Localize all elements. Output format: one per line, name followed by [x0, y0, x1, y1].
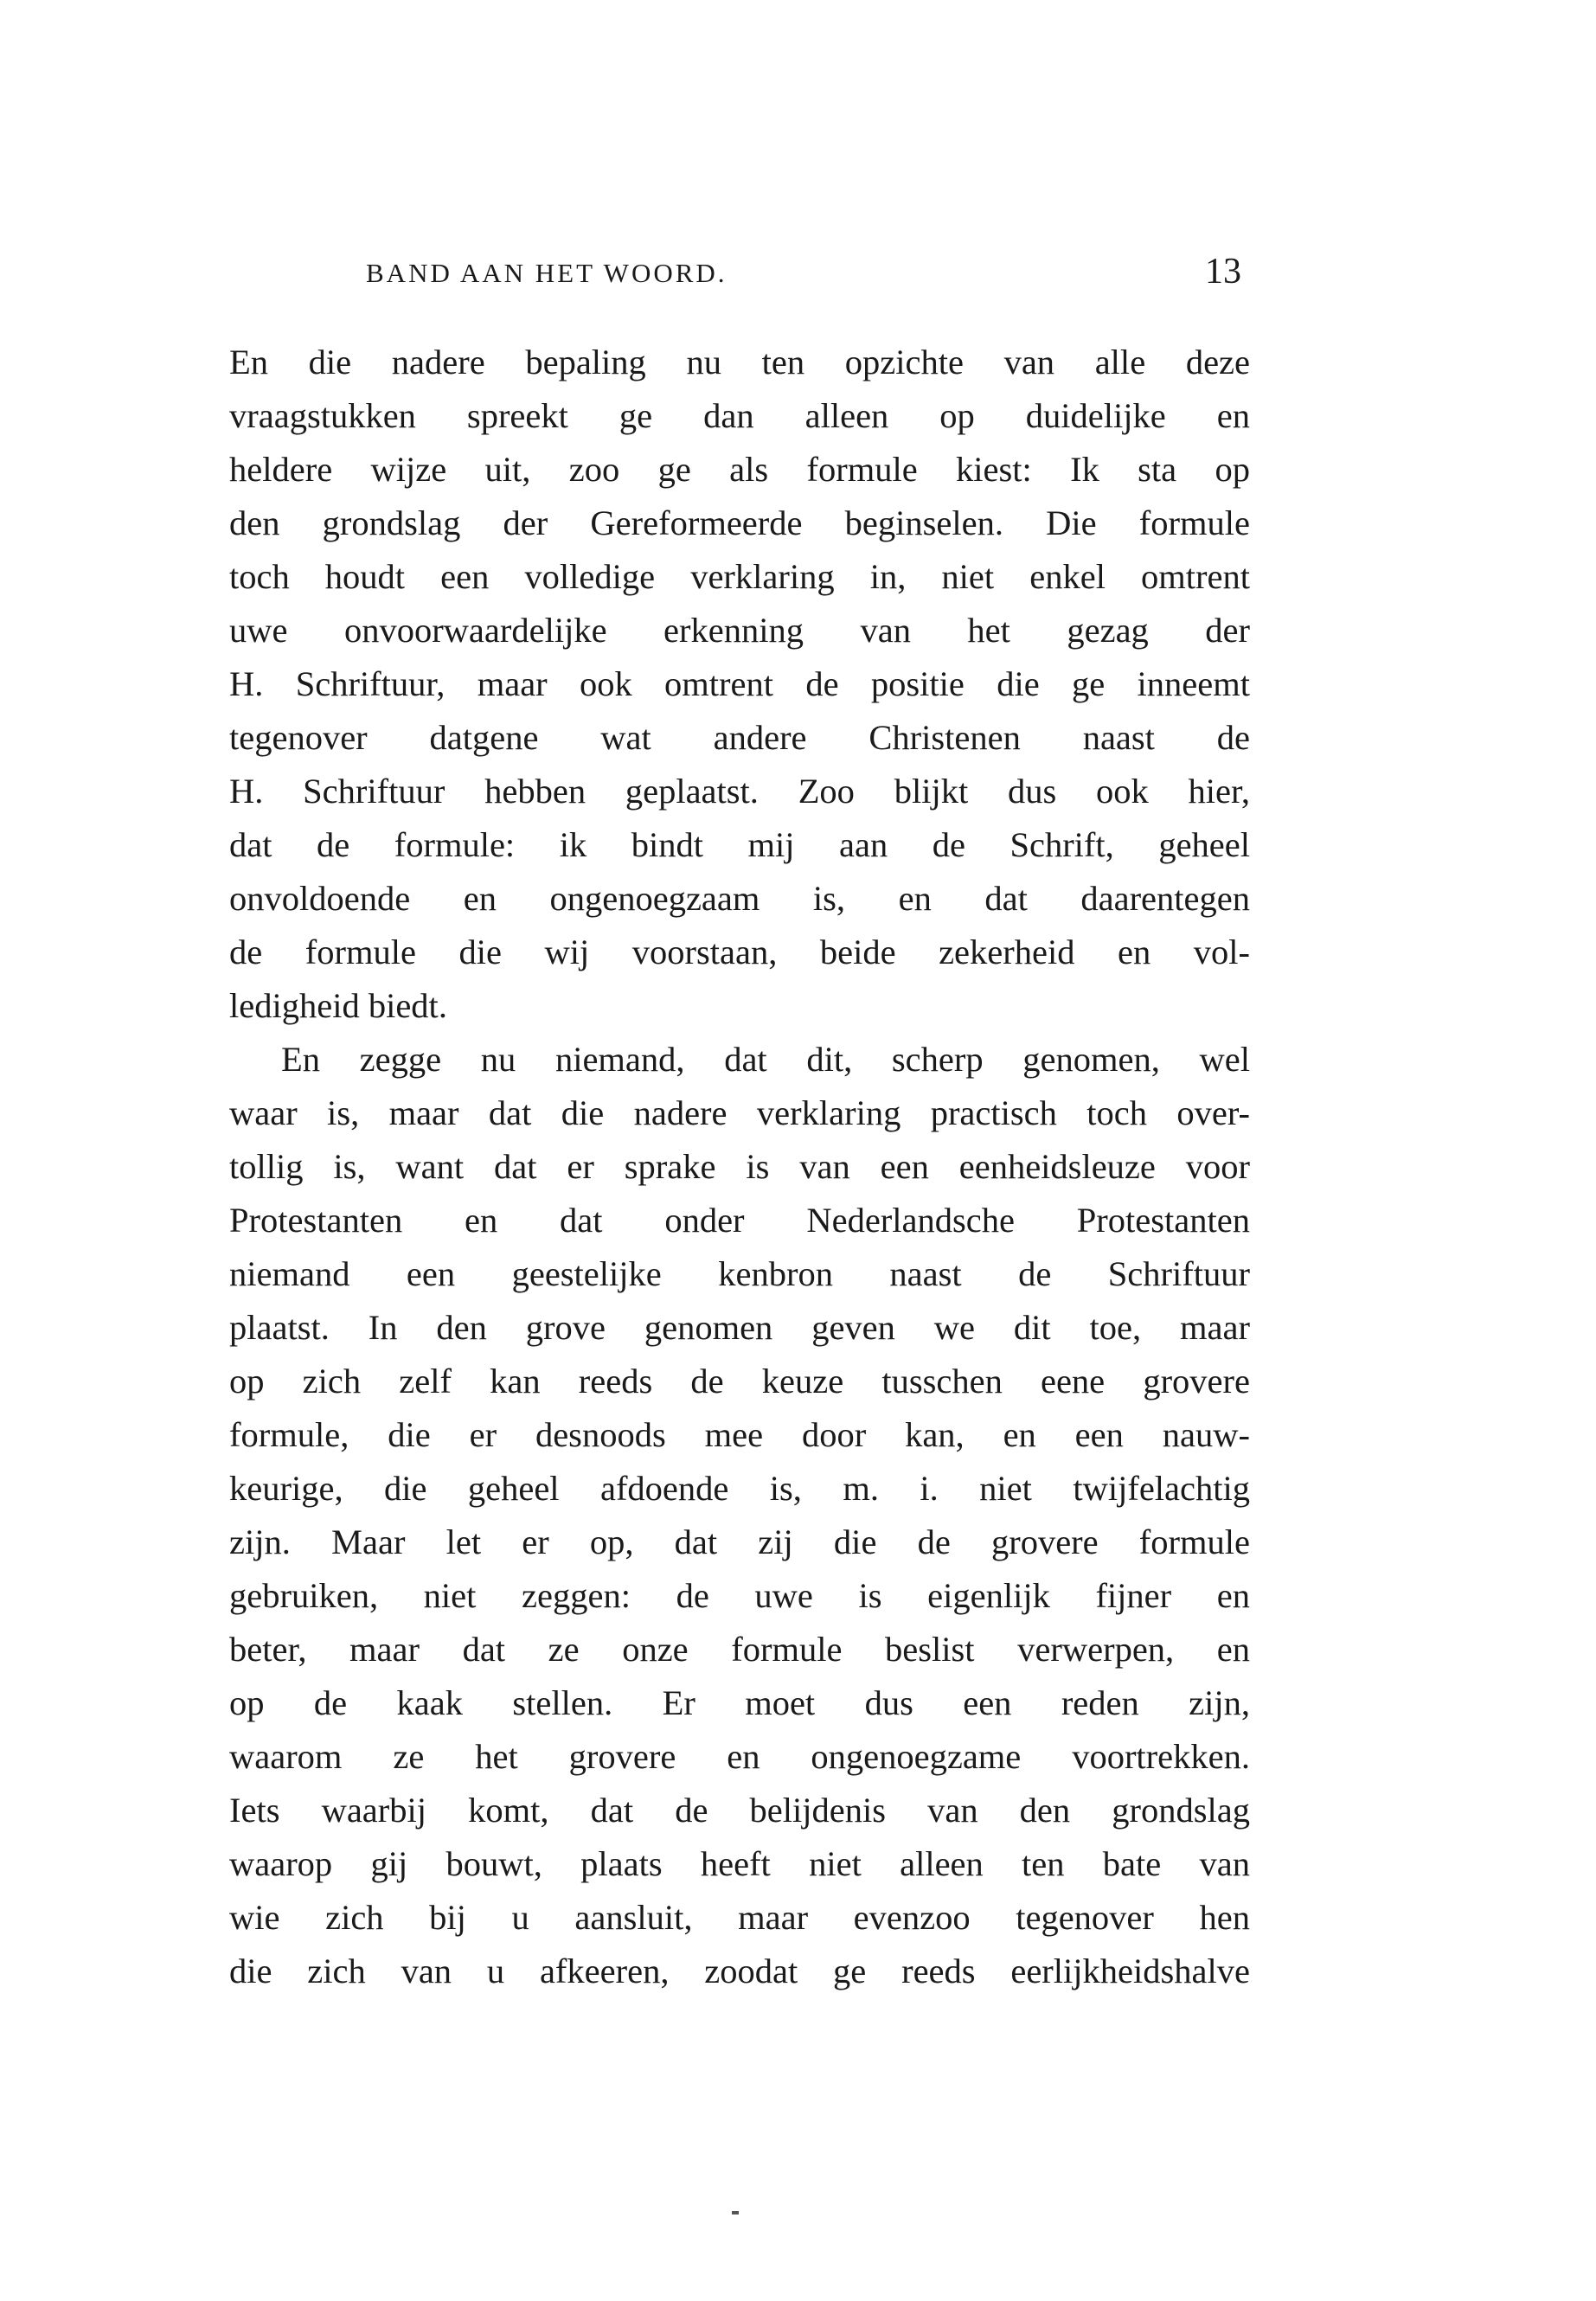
text-line: den grondslag der Gereformeerde beginselen. Die formule	[229, 503, 1250, 542]
text-line: de formule die wij voorstaan, beide zekerheid en vol-	[229, 933, 1250, 971]
text-line: H. Schriftuur hebben geplaatst. Zoo blijkt dus ook hier,	[229, 772, 1250, 811]
text-line: vraagstukken spreekt ge dan alleen op duidelijke en	[229, 396, 1250, 435]
text-line: op de kaak stellen. Er moet dus een reden zijn,	[229, 1683, 1250, 1722]
text-line: uwe onvoorwaardelijke erkenning van het gezag der	[229, 611, 1250, 650]
text-line: die zich van u afkeeren, zoodat ge reeds eerlijkheidshalve	[229, 1952, 1250, 1990]
text-line: tegenover datgene wat andere Christenen naast de	[229, 718, 1250, 757]
text-line: onvoldoende en ongenoegzaam is, en dat daarentegen	[229, 879, 1250, 918]
page-header	[229, 251, 1250, 303]
text-line: H. Schriftuur, maar ook omtrent de positie die ge inneemt	[229, 664, 1250, 703]
page-number: 13	[1205, 252, 1241, 292]
text-line: dat de formule: ik bindt mij aan de Schrift, geheel	[229, 825, 1250, 864]
printer-mark	[732, 2211, 739, 2214]
text-line: waar is, maar dat die nadere verklaring practisch toch over-	[229, 1093, 1250, 1132]
text-line: gebruiken, niet zeggen: de uwe is eigenlijk fijner en	[229, 1576, 1250, 1615]
text-line: Iets waarbij komt, dat de belijdenis van den grondslag	[229, 1791, 1250, 1830]
text-line: tollig is, want dat er sprake is van een eenheidsleuze voor	[229, 1147, 1250, 1186]
text-line: heldere wijze uit, zoo ge als formule kiest: Ik sta op	[229, 450, 1250, 489]
text-line: formule, die er desnoods mee door kan, en een nauw-	[229, 1415, 1250, 1454]
body-text	[229, 336, 1250, 1998]
text-line: waarop gij bouwt, plaats heeft niet alleen ten bate van	[229, 1844, 1250, 1883]
text-line: beter, maar dat ze onze formule beslist verwerpen, en	[229, 1630, 1250, 1669]
text-line: wie zich bij u aansluit, maar evenzoo tegenover hen	[229, 1898, 1250, 1937]
text-line: ledigheid biedt.	[229, 986, 447, 1025]
text-line: En die nadere bepaling nu ten opzichte van alle deze	[229, 343, 1250, 381]
text-line: waarom ze het grovere en ongenoegzame voortrekken.	[229, 1737, 1250, 1776]
text-line: toch houdt een volledige verklaring in, niet enkel omtrent	[229, 557, 1250, 596]
text-line: op zich zelf kan reeds de keuze tusschen eene grovere	[229, 1362, 1250, 1400]
text-line: plaatst. In den grove genomen geven we dit toe, maar	[229, 1308, 1250, 1347]
text-line: zijn. Maar let er op, dat zij die de grovere formule	[229, 1522, 1250, 1561]
text-line: Protestanten en dat onder Nederlandsche Protestanten	[229, 1201, 1250, 1240]
text-line: En zegge nu niemand, dat dit, scherp genomen, wel	[281, 1040, 1250, 1079]
paragraph	[229, 1033, 1250, 1998]
running-title: BAND AAN HET WOORD.	[366, 258, 727, 288]
text-line: keurige, die geheel afdoende is, m. i. niet twijfelachtig	[229, 1469, 1250, 1508]
paragraph	[229, 336, 1250, 1033]
text-line: niemand een geestelijke kenbron naast de Schriftuur	[229, 1254, 1250, 1293]
